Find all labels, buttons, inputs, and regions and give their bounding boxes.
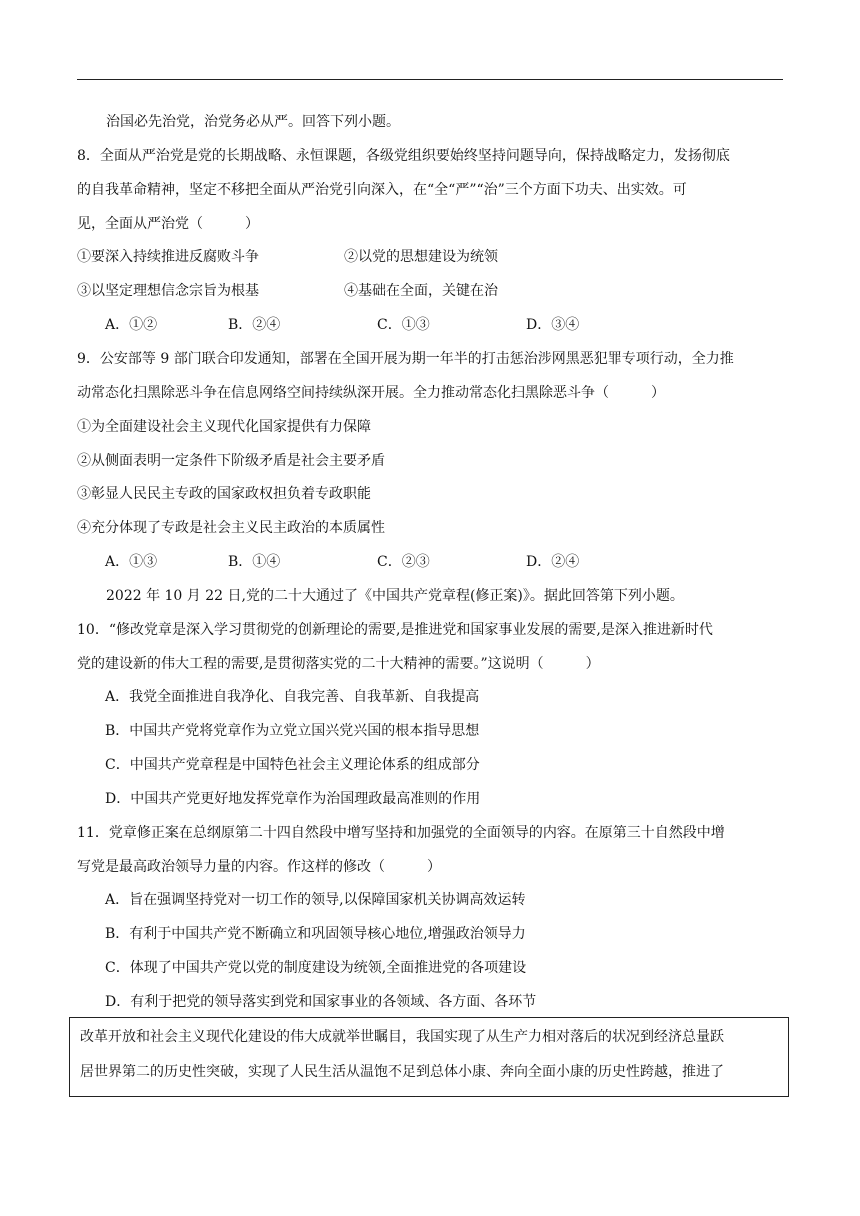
- q10-option-d[interactable]: D．中国共产党更好地发挥党章作为治国理政最高准则的作用: [105, 791, 481, 807]
- q8-choice-a[interactable]: A．①②: [105, 317, 158, 333]
- q8-stem-line: 见，全面从严治党（ ）: [77, 216, 259, 232]
- q9-choice-c[interactable]: C．②③: [377, 554, 430, 570]
- q9-stem-line: 9．公安部等 9 部门联合印发通知，部署在全国开展为期一年半的打击惩治涉网黑恶犯罪专项行动，全力推: [77, 351, 734, 367]
- q9-statement: ①为全面建设社会主义现代化国家提供有力保障: [77, 419, 371, 435]
- q8-stem-line: 的自我革命精神，坚定不移把全面从严治党引向深入，在“全“严”“治”三个方面下功夫、出实效。可: [77, 182, 687, 198]
- q9-choice-a[interactable]: A．①③: [105, 554, 158, 570]
- q11-option-a[interactable]: A．旨在强调坚持党对一切工作的领导,以保障国家机关协调高效运转: [105, 892, 526, 908]
- q11-option-b[interactable]: B．有利于中国共产党不断确立和巩固领导核心地位,增强政治领导力: [105, 926, 526, 942]
- q8-choice-d[interactable]: D．③④: [526, 317, 580, 333]
- intro-text-2: 2022 年 10 月 22 日,党的二十大通过了《中国共产党章程(修正案)》。据此回答第下列小题。: [106, 588, 684, 604]
- q9-statement: ④充分体现了专政是社会主义民主政治的本质属性: [77, 520, 385, 536]
- q9-choice-d[interactable]: D．②④: [526, 554, 580, 570]
- q11-option-c[interactable]: C．体现了中国共产党以党的制度建设为统领,全面推进党的各项建设: [105, 960, 527, 976]
- q8-stem-line: 8．全面从严治党是党的长期战略、永恒课题，各级党组织要始终坚持问题导向，保持战略定力，发扬彻底: [77, 148, 730, 164]
- passage-line: 居世界第二的历史性突破，实现了人民生活从温饱不足到总体小康、奔向全面小康的历史性跨越，推进了: [80, 1064, 724, 1080]
- q8-statement: ④基础在全面，关键在治: [344, 283, 498, 299]
- q11-option-d[interactable]: D．有利于把党的领导落实到党和国家事业的各领域、各方面、各环节: [105, 994, 537, 1010]
- q8-statement: ①要深入持续推进反腐败斗争: [77, 249, 259, 265]
- header-rule: [77, 79, 783, 80]
- q8-statement: ②以党的思想建设为统领: [344, 249, 498, 265]
- q10-stem-line: 10．“修改党章是深入学习贯彻党的创新理论的需要,是推进党和国家事业发展的需要,是深入推进新时代: [77, 622, 713, 638]
- intro-text: 治国必先治党，治党务必从严。回答下列小题。: [106, 114, 400, 130]
- passage-line: 改革开放和社会主义现代化建设的伟大成就举世瞩目，我国实现了从生产力相对落后的状况到经济总量跃: [80, 1029, 724, 1045]
- q9-statement: ②从侧面表明一定条件下阶级矛盾是社会主要矛盾: [77, 453, 385, 469]
- q11-stem-line: 写党是最高政治领导力量的内容。作这样的修改（ ）: [77, 859, 441, 875]
- q9-statement: ③彰显人民民主专政的国家政权担负着专政职能: [77, 486, 371, 502]
- q10-option-a[interactable]: A．我党全面推进自我净化、自我完善、自我革新、自我提高: [105, 689, 480, 705]
- q10-option-b[interactable]: B．中国共产党将党章作为立党立国兴党兴国的根本指导思想: [105, 723, 480, 739]
- passage-box: [69, 1017, 789, 1097]
- q11-stem-line: 11．党章修正案在总纲原第二十四自然段中增写坚持和加强党的全面领导的内容。在原第三十自然段中增: [77, 825, 725, 841]
- q8-choice-c[interactable]: C．①③: [377, 317, 430, 333]
- q9-choice-b[interactable]: B．①④: [228, 554, 281, 570]
- q8-statement: ③以坚定理想信念宗旨为根基: [77, 283, 259, 299]
- q9-stem-line: 动常态化扫黑除恶斗争在信息网络空间持续纵深开展。全力推动常态化扫黑除恶斗争（ ）: [77, 385, 665, 401]
- q10-option-c[interactable]: C．中国共产党章程是中国特色社会主义理论体系的组成部分: [105, 757, 480, 773]
- q8-choice-b[interactable]: B．②④: [228, 317, 281, 333]
- q10-stem-line: 党的建设新的伟大工程的需要,是贯彻落实党的二十大精神的需要。”这说明（ ）: [77, 656, 600, 672]
